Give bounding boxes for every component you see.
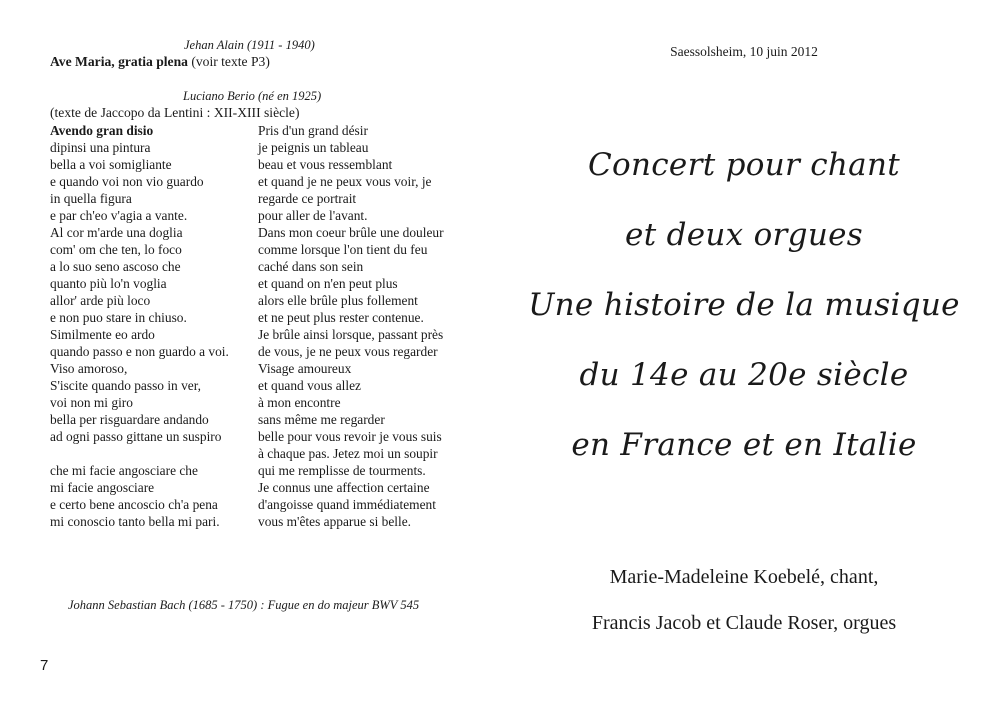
title-line: du 14e au 20e siècle [579,357,909,393]
poem-line: vous m'êtes apparue si belle. [258,514,412,529]
title-line: en France et en Italie [571,427,917,463]
poem-line: et quand je ne peux vous voir, je [258,174,432,189]
work-title-ave-maria [50,54,270,70]
poem-line: quanto più lo'n voglia [50,276,167,291]
poem-line: dipinsi una pintura [50,140,151,155]
work-note: (voir texte P3) [187,54,270,69]
right-page [496,0,992,702]
concert-title [496,130,992,480]
poem-line [50,445,229,462]
poem-line: Pris d'un grand désir [258,123,368,138]
poem-line: qui me remplisse de tourments. [258,463,426,478]
poem-line: de vous, je ne peux vous regarder [258,344,438,359]
poem-line: e par ch'eo v'agia a vante. [50,208,188,223]
poem-line: voi non mi giro [50,395,133,410]
poem-line: belle pour vous revoir je vous suis [258,429,442,444]
poem-line: et quand on n'en peut plus [258,276,398,291]
dateline: Saessolsheim, 10 juin 2012 [670,44,818,59]
poem-line: à mon encontre [258,395,341,410]
poem-line: S'iscite quando passo in ver, [50,378,202,393]
poem-line: beau et vous ressemblant [258,157,393,172]
poem-line: com' om che ten, lo foco [50,242,182,257]
poem-line: d'angoisse quand immédiatement [258,497,436,512]
poem-line: Je connus une affection certaine [258,480,430,495]
page-number: 7 [40,657,49,674]
poem-line: e quando voi non vio guardo [50,174,204,189]
poem-line: bella per risguardare andando [50,412,209,427]
poem-line: che mi facie angosciare che [50,463,198,478]
poem-line: Similmente eo ardo [50,327,155,342]
performer-organists: Francis Jacob et Claude Roser, orgues [591,612,897,634]
poem-line: in quella figura [50,191,132,206]
poem-line: comme lorsque l'on tient du feu [258,242,428,257]
poem-line: et ne peut plus rester contenue. [258,310,424,325]
title-line: Une histoire de la musique [528,287,960,323]
poem-line: allor' arde più loco [50,293,151,308]
poem-line: pour aller de l'avant. [258,208,368,223]
title-line: et deux orgues [625,217,863,253]
composer-credit-bach: Johann Sebastian Bach (1685 - 1750) : Fugue en do majeur BWV 545 [68,598,420,612]
poem-line: Avendo gran disio [50,123,154,138]
poem-line: caché dans son sein [258,259,364,274]
poem-italian [50,122,229,530]
poem-line: alors elle brûle plus follement [258,293,418,308]
poem-line: Je brûle ainsi lorsque, passant près [258,327,444,342]
poem-line: Visage amoureux [258,361,352,376]
text-source-note: (texte de Jaccopo da Lentini : XII-XIII siècle) [50,105,300,120]
poem-line: mi facie angosciare [50,480,155,495]
poem-line: je peignis un tableau [258,140,369,155]
work-title-bold: Ave Maria, gratia plena [50,54,188,69]
poem-line: mi conoscio tanto bella mi pari. [50,514,220,529]
poem-line: a lo suo seno ascoso che [50,259,181,274]
poem-line: e non puo stare in chiuso. [50,310,187,325]
poem-line: Al cor m'arde una doglia [50,225,183,240]
poem-line: Viso amoroso, [50,361,128,376]
composer-credit-alain: Jehan Alain (1911 - 1940) [184,38,315,52]
poem-line: ad ogni passo gittane un suspiro [50,429,222,444]
composer-credit-berio: Luciano Berio (né en 1925) [183,89,322,103]
poem-line: Dans mon coeur brûle une douleur [258,225,444,240]
title-line: Concert pour chant [588,147,900,183]
performer-singer: Marie-Madeleine Koebelé, chant, [609,566,879,588]
poem-line: bella a voi somigliante [50,157,172,172]
poem-line: e certo bene ancoscio ch'a pena [50,497,218,512]
poem-line: à chaque pas. Jetez moi un soupir [258,446,438,461]
poem-line: quando passo e non guardo a voi. [50,344,229,359]
poem-line: regarde ce portrait [258,191,357,206]
poem-line: sans même me regarder [258,412,385,427]
poem-line: et quand vous allez [258,378,361,393]
poem-french [258,122,444,530]
